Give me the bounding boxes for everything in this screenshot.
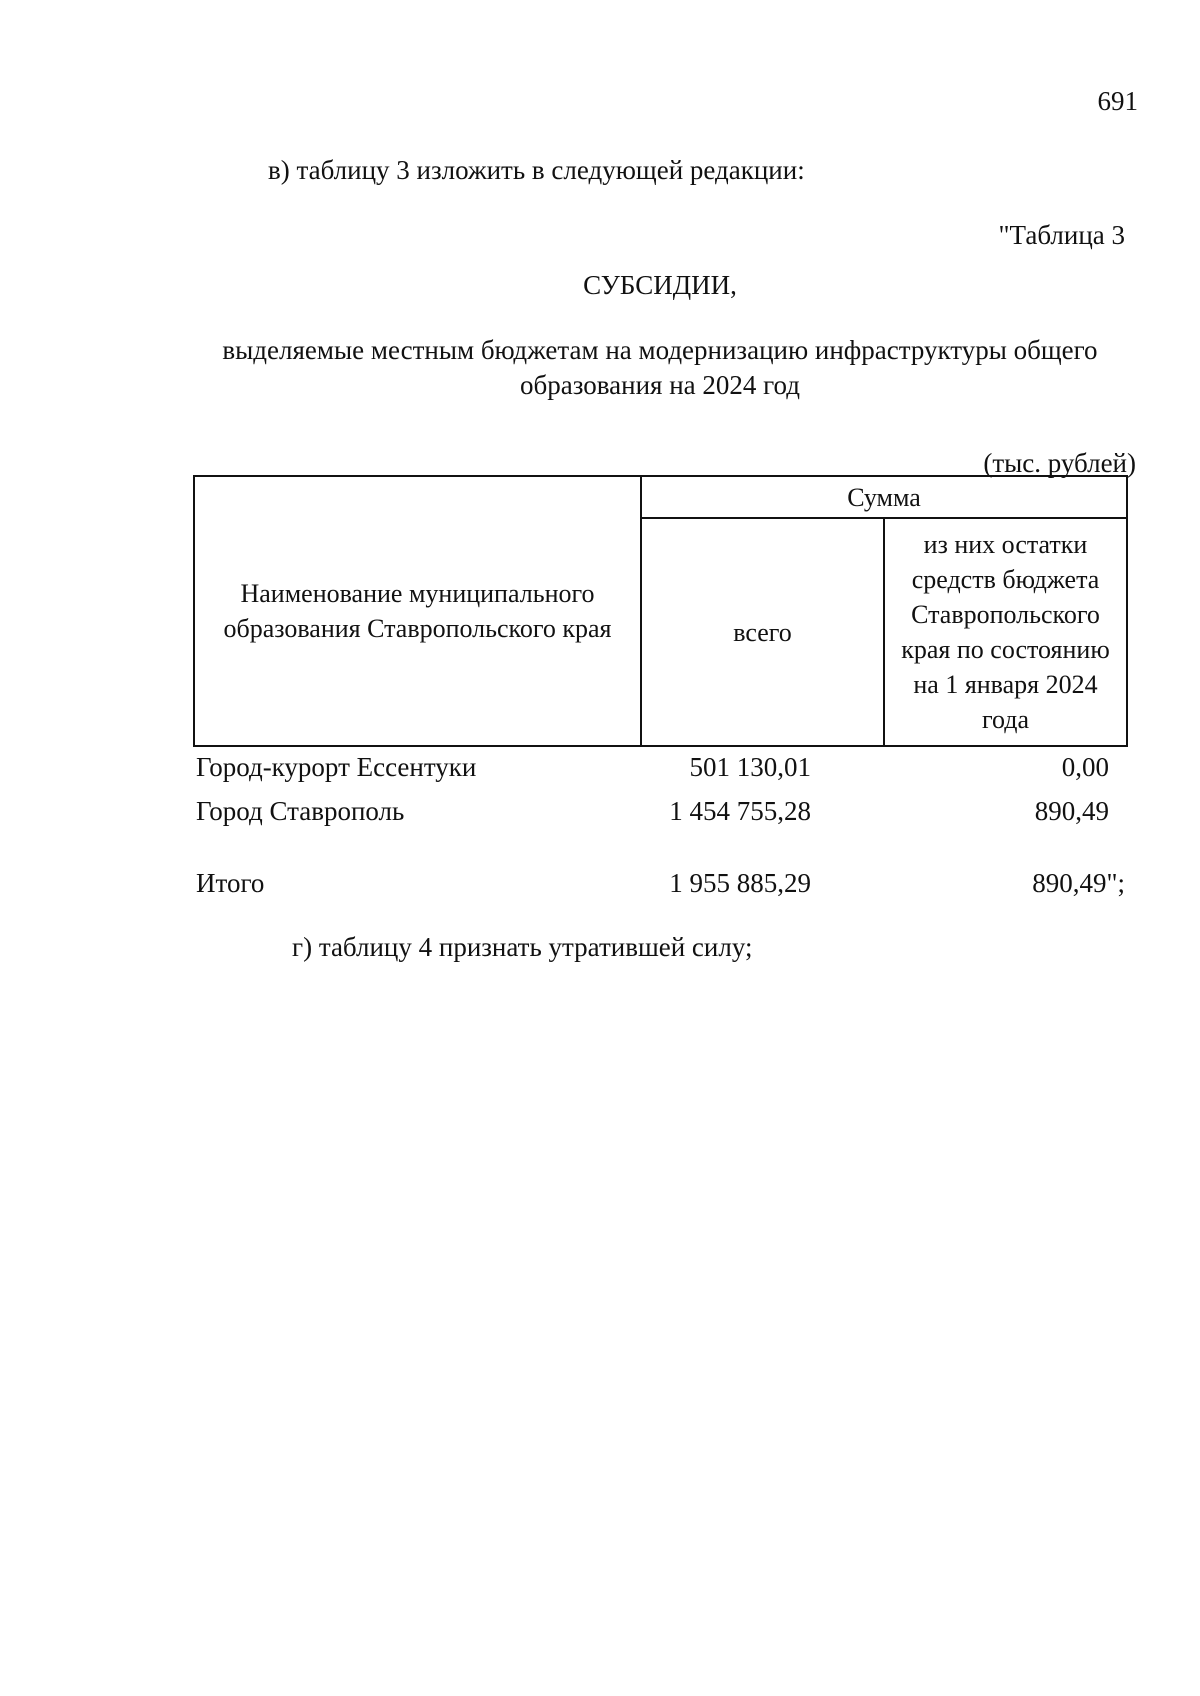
row-balance: 890,49 [1034, 796, 1109, 826]
amendment-paragraph-v: в) таблицу 3 изложить в следующей редакции: [268, 155, 805, 185]
total-label: Итого [196, 868, 265, 898]
table-total-row [196, 868, 1131, 902]
document-title: СУБСИДИИ, [583, 270, 737, 300]
total-balance: 890,49"; [1032, 868, 1125, 898]
row-municipality: Город Ставрополь [196, 796, 405, 826]
header-total: всего [641, 518, 884, 746]
amendment-paragraph-g: г) таблицу 4 признать утратившей силу; [292, 932, 753, 962]
table-row [196, 752, 1131, 786]
row-total: 1 454 755,28 [669, 796, 811, 826]
document-subtitle: выделяемые местным бюджетам на модернизацию инфраструктуры общего образования на 2024 год [222, 335, 1098, 400]
table-label: "Таблица 3 [998, 220, 1125, 250]
header-balance: из них остатки средств бюджета Ставропольского края по состоянию на 1 января 2024 года [884, 518, 1127, 746]
units-note: (тыс. рублей) [983, 448, 1136, 478]
table-row [196, 796, 1131, 830]
row-balance: 0,00 [1061, 752, 1109, 782]
subsidy-table-header [193, 475, 1128, 747]
header-municipality: Наименование муниципального образования Ставропольского края [194, 476, 641, 746]
page-number: 691 [1097, 86, 1138, 116]
total-sum: 1 955 885,29 [669, 868, 811, 898]
row-municipality: Город-курорт Ессентуки [196, 752, 477, 782]
header-sum: Сумма [641, 476, 1127, 518]
row-total: 501 130,01 [689, 752, 811, 782]
